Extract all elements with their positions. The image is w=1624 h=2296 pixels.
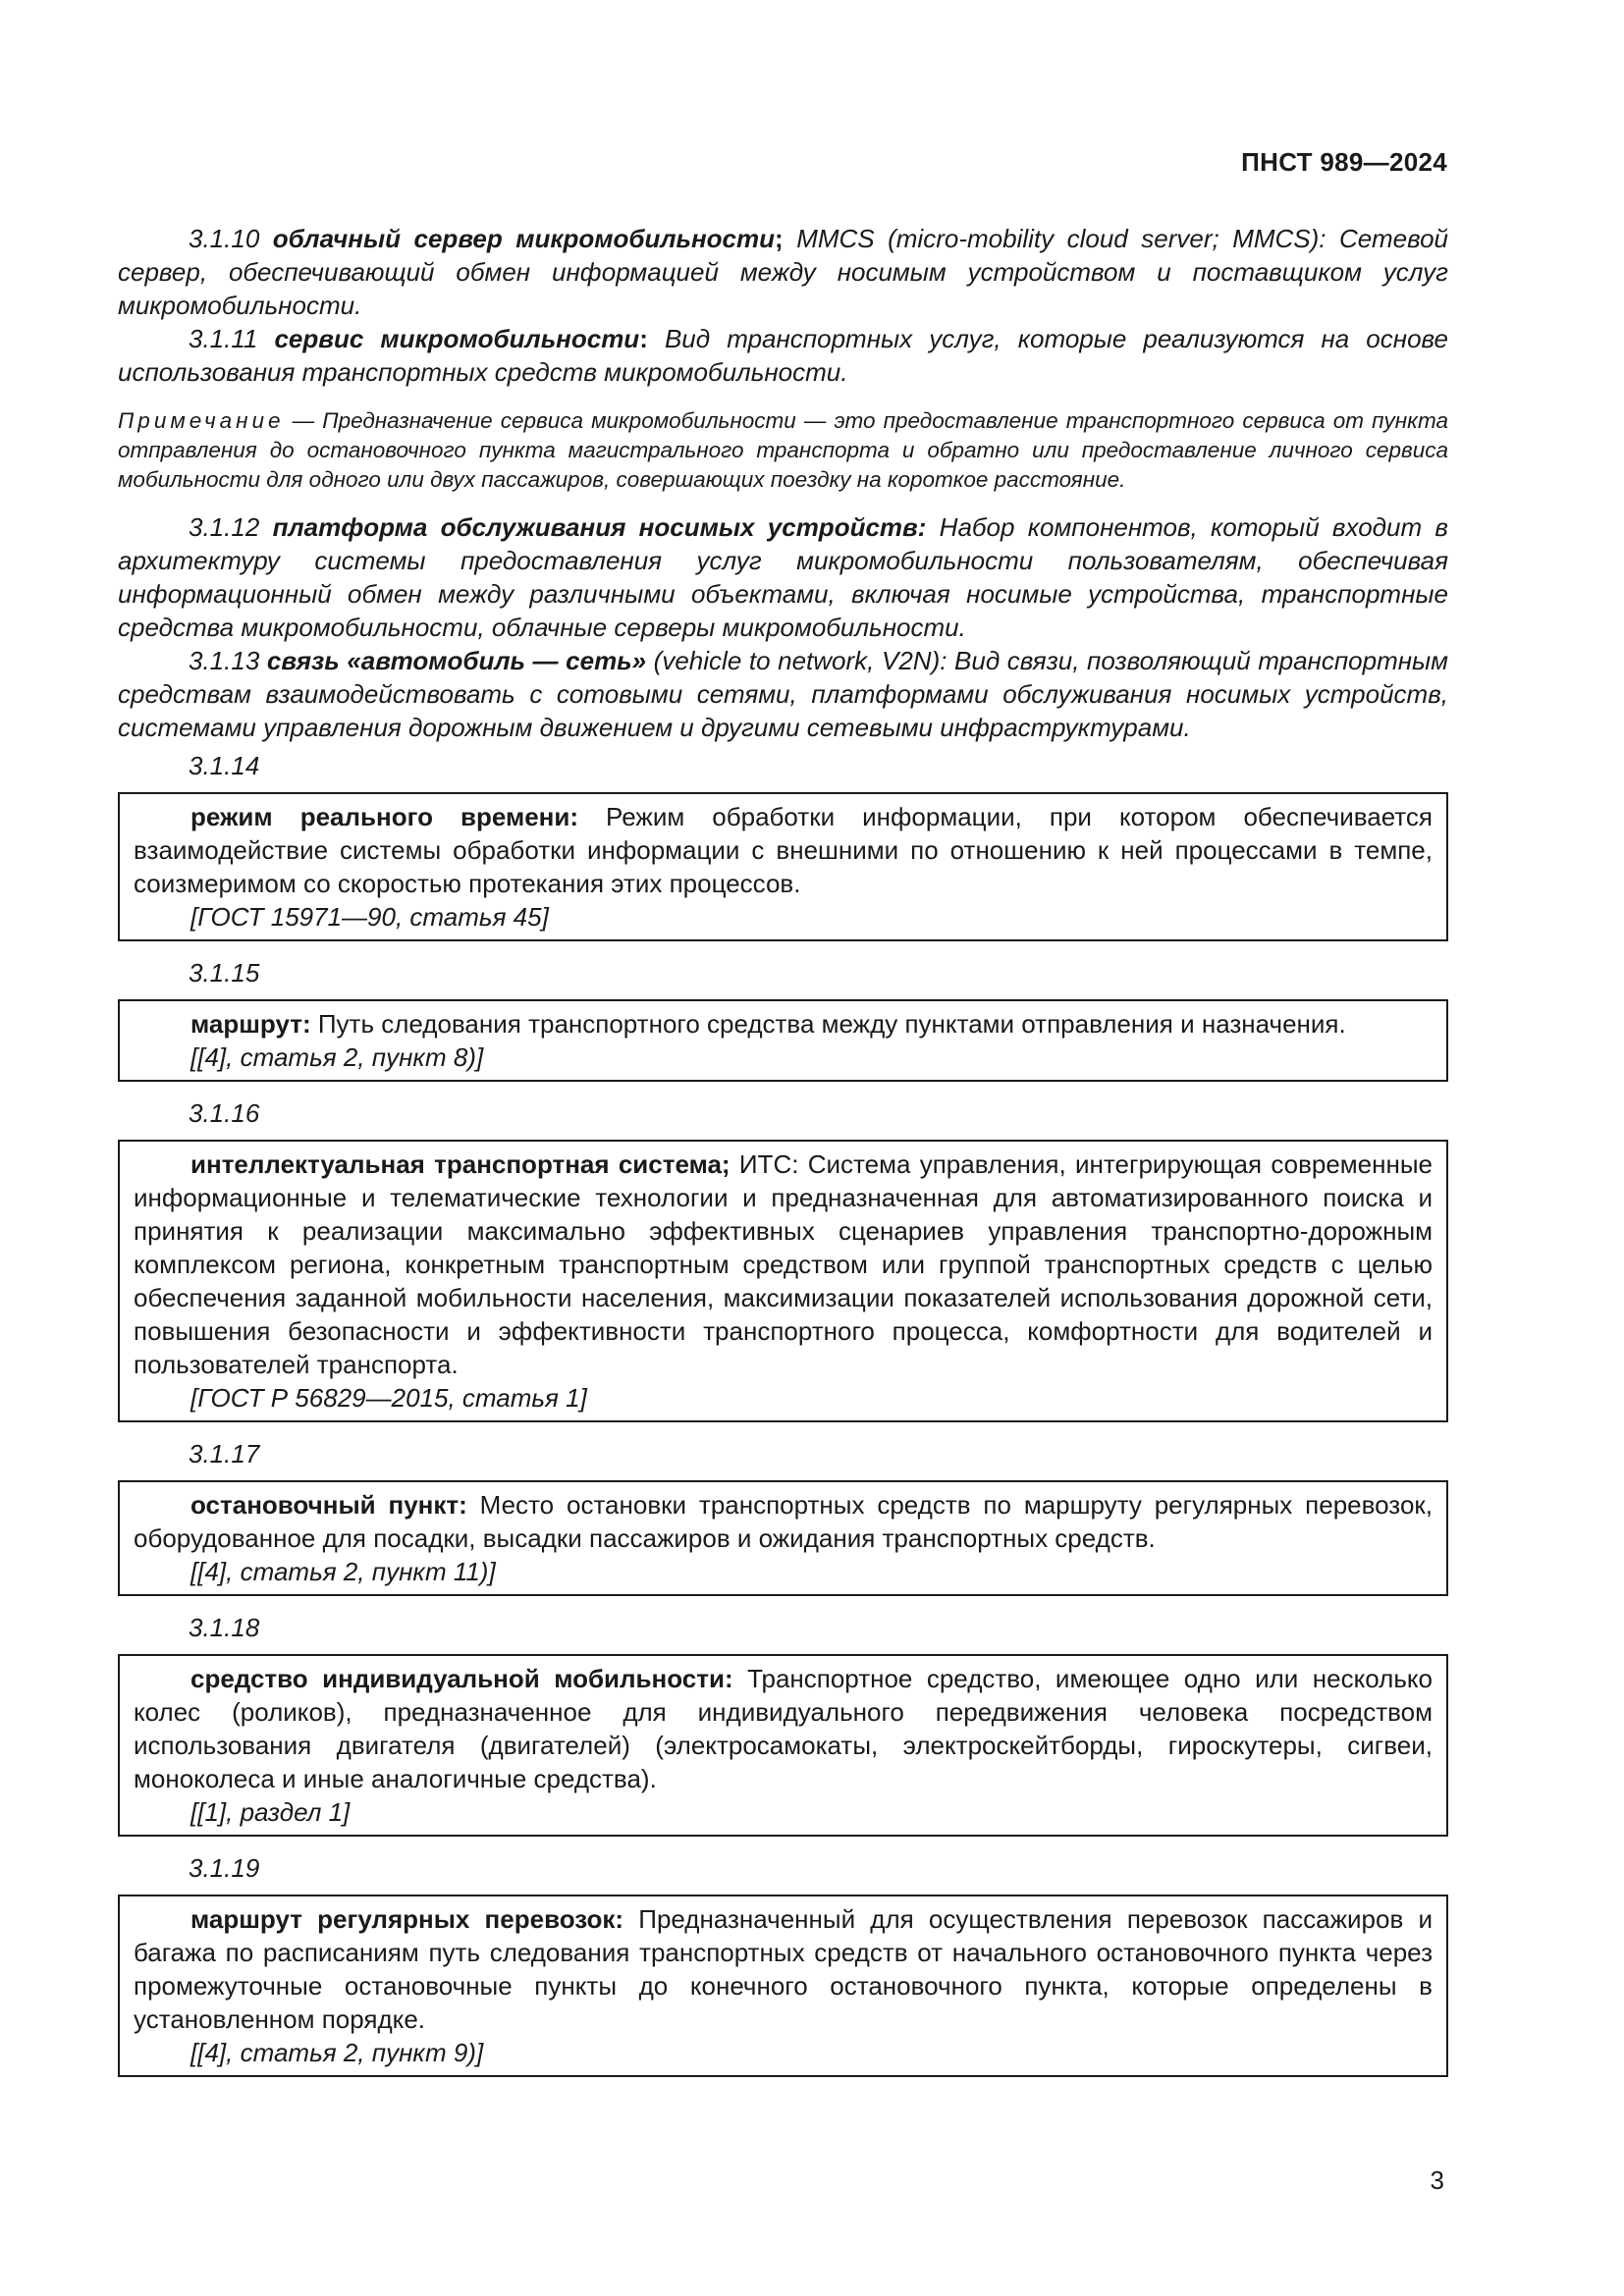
term: маршрут: (190, 1009, 311, 1039)
definition-box-3-1-16 (118, 1140, 1448, 1422)
source-reference: [[1], раздел 1] (190, 1797, 351, 1827)
clause-number-3-1-14: 3.1.14 (189, 751, 260, 780)
definition-text: Место остановки транспортных средств по маршруту регулярных перевозок, оборудованное для посадки, высадки пассажиров и ожидания транспортных средств. (134, 1490, 1433, 1553)
term: средство индивидуальной мобильности: (190, 1664, 733, 1693)
term: связь «автомобиль — сеть» (266, 646, 647, 675)
definition-box-3-1-15 (118, 999, 1448, 1082)
source-reference: [[4], статья 2, пункт 8)] (190, 1042, 484, 1072)
definition-3-1-12 (118, 510, 1448, 644)
definition-body (134, 1902, 1433, 2036)
term: облачный сервер микромобильности (272, 224, 776, 253)
source-reference: [ГОСТ Р 56829—2015, статья 1] (190, 1383, 587, 1413)
clause-number: 3.1.13 (189, 646, 260, 675)
definition-body (134, 800, 1433, 900)
term-separator: : (639, 324, 648, 353)
note-text: — Предназначение сервиса микромобильности — это предоставление транспортного сервиса от пункта отправления до остановочного пункта магистрального транспорта и обратно или предоставление личного сервиса мобильности для одного или двух пассажиров, совершающих поездку на короткое расстояние. (118, 408, 1448, 492)
term: интеллектуальная транспортная система; (190, 1149, 731, 1179)
definition-3-1-13 (118, 644, 1448, 744)
definition-3-1-10 (118, 222, 1448, 322)
clause-number-3-1-18: 3.1.18 (189, 1613, 260, 1642)
term: сервис микромобильности (274, 324, 640, 353)
definition-text: Транспортное средство, имеющее одно или несколько колес (роликов), предназначенное для индивидуального передвижения человека посредством использования двигателя (двигателей) (электросамокаты, электроскейтборды, гироскутеры, сигвеи, моноколеса и иные аналогичные средства). (134, 1664, 1433, 1793)
definition-box-3-1-19 (118, 1895, 1448, 2077)
definition-box-3-1-17 (118, 1480, 1448, 1596)
definition-body (134, 1007, 1433, 1041)
clause-number-3-1-19: 3.1.19 (189, 1853, 260, 1883)
clause-number: 3.1.11 (189, 324, 258, 353)
source-reference: [[4], статья 2, пункт 11)] (190, 1557, 496, 1586)
definition-text: Предназначенный для осуществления перевозок пассажиров и багажа по расписаниям путь следования транспортных средств от начального остановочного пункта через промежуточные остановочные пункты до конечного остановочного пункта, которые определены в установленном порядке. (134, 1904, 1433, 2034)
source-reference: [[4], статья 2, пункт 9)] (190, 2038, 484, 2067)
clause-number: 3.1.12 (189, 512, 260, 542)
definition-text: ИТС: Система управления, интегрирующая современные информационные и телематические технологии и предназначенная для автоматизированного поиска и принятия к реализации максимально эффективных сценариев управления транспортно-дорожным комплексом региона, конкретным транспортным средством или группой транспортных средств с целью обеспечения заданной мобильности населения, максимизации показателей использования дорожной сети, повышения безопасности и эффективности транспортного процесса, комфортности для водителей и пользователей транспорта. (134, 1149, 1433, 1379)
definition-text: Режим обработки информации, при котором обеспечивается взаимодействие системы обработки информации с внешними по отношению к ней процессами в темпе, соизмеримом со скоростью протекания этих процессов. (134, 802, 1434, 898)
definition-3-1-11 (118, 322, 1448, 389)
term-separator: ; (775, 224, 784, 253)
page-number: 3 (1430, 2165, 1444, 2195)
page-content (118, 222, 1448, 2092)
definition-text: Вид транспортных услуг, которые реализуются на основе использования транспортных средств микромобильности. (118, 324, 1448, 387)
clause-number-3-1-17: 3.1.17 (189, 1439, 260, 1468)
definition-text: Набор компонентов, который входит в архитектуру системы предоставления услуг микромобильности пользователям, обеспечивая информационный обмен между различными объектами, включая носимые устройства, транспортные средства микромобильности, облачные серверы микромобильности. (118, 512, 1448, 642)
definition-text: Путь следования транспортного средства между пунктами отправления и назначения. (310, 1009, 1346, 1039)
source-reference: [ГОСТ 15971—90, статья 45] (190, 902, 549, 932)
definition-text: (vehicle to network, V2N): Вид связи, позволяющий транспортным средствам взаимодействовать с сотовыми сетями, платформами обслуживания носимых устройств, системами управления дорожным движением и другими сетевыми инфраструктурами. (118, 646, 1448, 742)
term: режим реального времени: (190, 802, 579, 831)
definition-body (134, 1662, 1433, 1795)
clause-number-3-1-16: 3.1.16 (189, 1098, 260, 1128)
note-paragraph (118, 406, 1448, 495)
definition-box-3-1-14 (118, 792, 1448, 941)
definition-body (134, 1488, 1433, 1555)
definition-text: MMCS (micro-mobility cloud server; MMCS): Сетевой сервер, обеспечивающий обмен информацией между носимым устройством и поставщиком услуг микромобильности. (118, 224, 1448, 320)
definition-box-3-1-18 (118, 1654, 1448, 1837)
note-label: Примечание (118, 408, 285, 433)
term: остановочный пункт: (190, 1490, 467, 1520)
clause-number-3-1-15: 3.1.15 (189, 958, 260, 988)
definition-body (134, 1148, 1433, 1381)
term: платформа обслуживания носимых устройств: (272, 512, 927, 542)
term: маршрут регулярных перевозок: (190, 1904, 624, 1934)
document-id-header: ПНСТ 989—2024 (1241, 147, 1447, 177)
clause-number: 3.1.10 (189, 224, 260, 253)
